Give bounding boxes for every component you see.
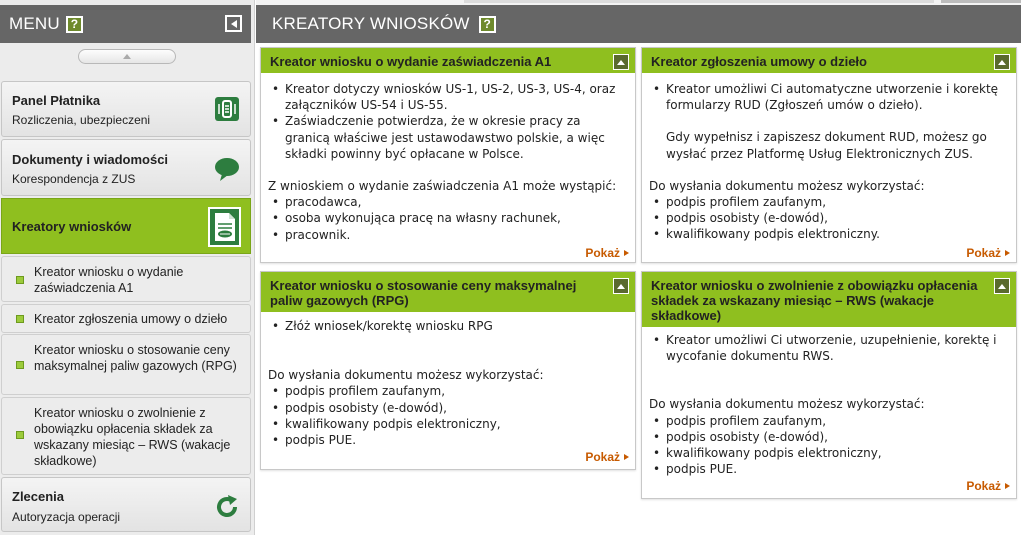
card-body	[649, 332, 1010, 477]
sidebar-subitem-rpg[interactable]	[1, 334, 251, 395]
card-paragraph: Gdy wypełnisz i zapiszesz dokument RUD, możesz go wysłać przez Platformę Usług Elektronicznych ZUS.	[666, 130, 987, 161]
list-item: • Złóż wniosek/korektę wniosku RPG	[268, 318, 629, 334]
chevron-up-icon	[617, 60, 625, 65]
sidebar-subitem-a1[interactable]	[1, 256, 251, 302]
card-intro: Do wysłania dokumentu możesz wykorzystać:	[649, 397, 925, 412]
sidebar-subitem-label: Kreator wniosku o stosowanie ceny maksymalnej paliw gazowych (RPG)	[34, 343, 237, 373]
chevron-up-icon	[617, 284, 625, 289]
card-intro: Z wnioskiem o wydanie zaświadczenia A1 może wystąpić:	[268, 179, 617, 194]
card-title-text: Kreator zgłoszenia umowy o dzieło	[651, 54, 867, 69]
show-more-label: Pokaż	[966, 479, 1001, 493]
list-item: • podpis osobisty (e-dowód),	[649, 429, 1010, 445]
list-item: • osoba wykonująca pracę na własny rachunek,	[268, 210, 629, 226]
sidebar-item-zlecenia[interactable]	[1, 477, 251, 532]
card-title-text: Kreator wniosku o wydanie zaświadczenia A1	[270, 54, 552, 69]
collapse-card-button[interactable]	[994, 278, 1010, 294]
show-more-link[interactable]	[966, 479, 1010, 493]
sidebar-item-subtitle: Rozliczenia, ubezpieczeni	[12, 113, 151, 127]
sidebar-item-subtitle: Korespondencja z ZUS	[12, 172, 136, 186]
sidebar-item-dokumenty[interactable]	[1, 139, 251, 196]
card-title	[642, 272, 1016, 327]
sidebar-subitem-label: Kreator zgłoszenia umowy o dzieło	[34, 312, 228, 326]
chevron-up-icon	[998, 284, 1006, 289]
sidebar-subitem-rws[interactable]	[1, 397, 251, 475]
list-item: • kwalifikowany podpis elektroniczny,	[268, 416, 629, 432]
list-item: • podpis osobisty (e-dowód),	[268, 400, 629, 416]
list-item: • podpis profilem zaufanym,	[649, 194, 1010, 210]
list-item: • Kreator dotyczy wniosków US-1, US-2, US-3, US-4, oraz załączników US-54 i US-55.	[268, 81, 629, 113]
chevron-up-icon	[123, 54, 131, 59]
list-item: • Kreator umożliwi Ci automatyczne utworzenie i korektę formularzy RUD (Zgłoszeń umów o dzieło).	[649, 81, 1010, 113]
collapse-card-button[interactable]	[613, 278, 629, 294]
show-more-link[interactable]	[966, 246, 1010, 260]
chevron-up-icon	[998, 60, 1006, 65]
collapse-menu-button[interactable]	[225, 15, 242, 32]
sidebar-subitem-umowa-o-dzielo[interactable]	[1, 304, 251, 333]
sidebar-item-title: Zlecenia	[12, 489, 65, 504]
sidebar-item-title: Dokumenty i wiadomości	[12, 152, 169, 167]
card-title	[261, 48, 635, 73]
sidebar-item-title: Kreatory wniosków	[12, 219, 132, 234]
sidebar	[0, 0, 255, 535]
page-help-icon[interactable]: ?	[479, 16, 496, 33]
speech-bubble-icon	[214, 156, 240, 185]
show-more-link[interactable]	[585, 246, 629, 260]
list-item: • podpis profilem zaufanym,	[649, 413, 1010, 429]
list-item: • Zaświadczenie potwierdza, że w okresie pracy za granicą właściwe jest ustawodawstwo polskie, a więc składki powinny być opłacane w Polsce.	[268, 113, 629, 162]
list-item: • podpis osobisty (e-dowód),	[649, 210, 1010, 226]
collapse-card-button[interactable]	[613, 54, 629, 70]
list-item: • podpis PUE.	[649, 461, 1010, 477]
list-item: • pracodawca,	[268, 194, 629, 210]
sidebar-item-kreatory[interactable]	[1, 198, 251, 254]
menu-title: MENU	[9, 14, 60, 33]
arrow-right-icon	[624, 250, 629, 256]
arrow-right-icon	[1005, 250, 1010, 256]
list-item: • kwalifikowany podpis elektroniczny,	[649, 445, 1010, 461]
card-body	[268, 318, 629, 448]
list-item: • podpis profilem zaufanym,	[268, 383, 629, 399]
list-item: • podpis PUE.	[268, 432, 629, 448]
bullet-icon	[16, 315, 24, 323]
card-body	[268, 81, 629, 243]
show-more-label: Pokaż	[585, 450, 620, 464]
sidebar-item-title: Panel Płatnika	[12, 93, 101, 108]
list-item: • kwalifikowany podpis elektroniczny.	[649, 226, 1010, 242]
page-title: KREATORY WNIOSKÓW	[272, 14, 470, 33]
bullet-icon	[16, 431, 24, 439]
card-title	[642, 48, 1016, 73]
menu-header	[0, 5, 251, 43]
menu-help-icon[interactable]: ?	[66, 16, 83, 33]
chevron-left-icon	[231, 20, 237, 28]
scroll-up-button[interactable]	[78, 49, 176, 64]
collapse-card-button[interactable]	[994, 54, 1010, 70]
sidebar-subitem-label: Kreator wniosku o zwolnienie z obowiązku opłacenia składek za wskazany miesiąc – RWS (wakacje składkowe)	[34, 406, 231, 468]
card-a1	[260, 47, 636, 263]
card-intro: Do wysłania dokumentu możesz wykorzystać:	[649, 178, 925, 193]
show-more-link[interactable]	[585, 450, 629, 464]
card-rpg	[260, 271, 636, 470]
list-item: • pracownik.	[268, 227, 629, 243]
card-body	[649, 81, 1010, 243]
card-rws	[641, 271, 1017, 499]
card-umowa-o-dzielo	[641, 47, 1017, 263]
bullet-icon	[16, 276, 24, 284]
arrow-right-icon	[1005, 483, 1010, 489]
card-intro: Do wysłania dokumentu możesz wykorzystać:	[268, 368, 544, 383]
card-title-text: Kreator wniosku o zwolnienie z obowiązku opłacenia składek za wskazany miesiąc – RWS (wakacje składkowe)	[651, 278, 978, 323]
sidebar-subitem-label: Kreator wniosku o wydanie zaświadczenia A1	[34, 265, 184, 295]
wallet-icon	[214, 96, 240, 125]
sidebar-item-subtitle: Autoryzacja operacji	[12, 510, 121, 524]
list-item: • Kreator umożliwi Ci utworzenie, uzupełnienie, korektę i wycofanie dokumentu RWS.	[649, 332, 1010, 364]
main-header	[256, 5, 1021, 43]
form-creator-icon	[208, 207, 241, 247]
arrow-right-icon	[624, 454, 629, 460]
show-more-label: Pokaż	[966, 246, 1001, 260]
show-more-label: Pokaż	[585, 246, 620, 260]
card-title	[261, 272, 635, 312]
bullet-icon	[16, 361, 24, 369]
refresh-icon	[214, 494, 240, 523]
card-title-text: Kreator wniosku o stosowanie ceny maksymalnej paliw gazowych (RPG)	[270, 278, 577, 308]
sidebar-item-panel-platnika[interactable]	[1, 81, 251, 137]
